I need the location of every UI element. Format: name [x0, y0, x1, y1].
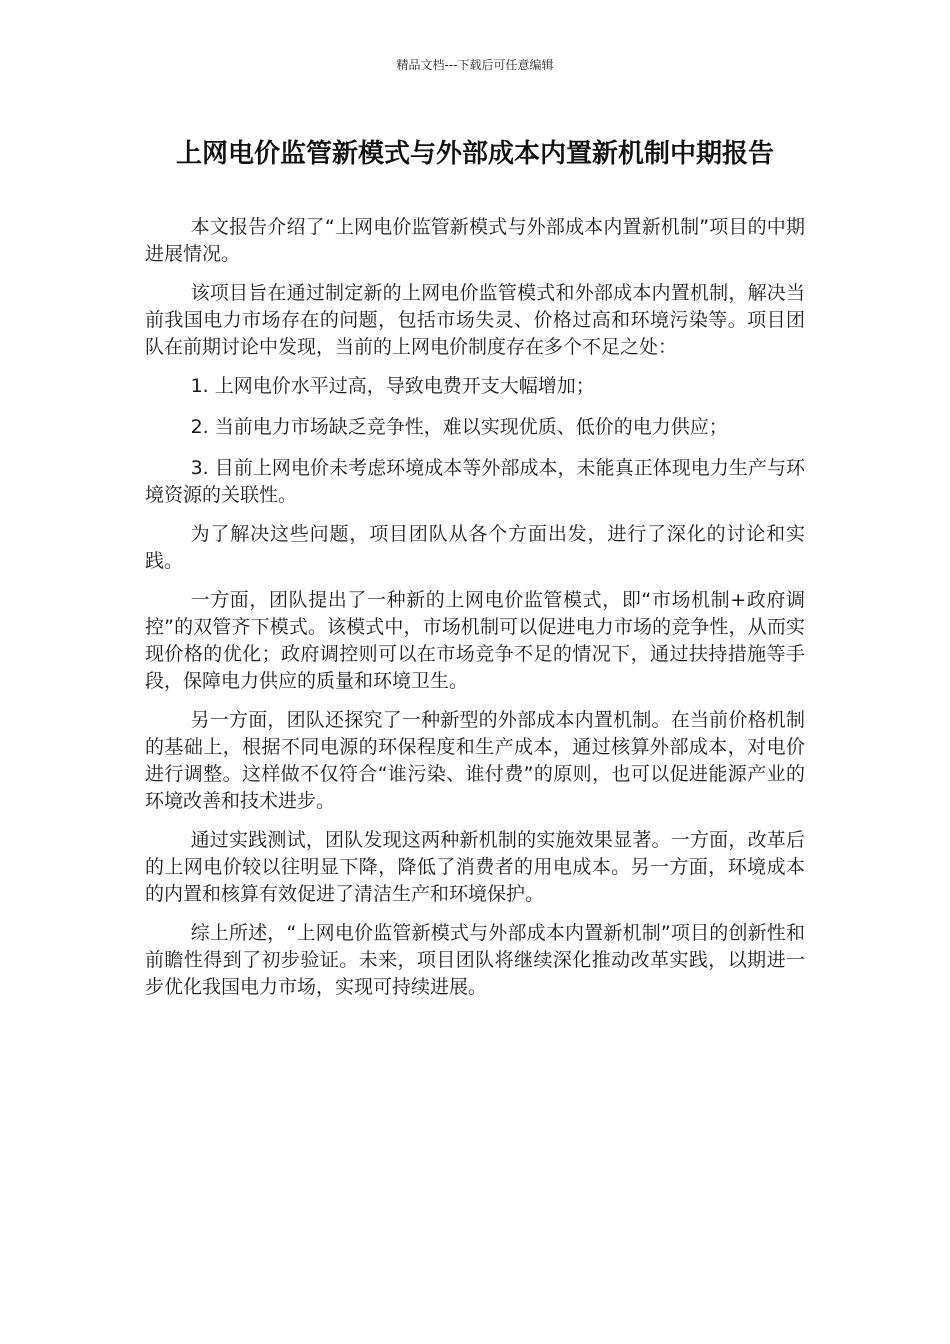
paragraph-conclusion: 综上所述，“上网电价监管新模式与外部成本内置新机制”项目的创新性和前瞻性得到了初步验证。未来，项目团队将继续深化推动改革实践，以期进一步优化我国电力市场，实现可持续进展。 [145, 922, 805, 998]
list-item-3: 3. 目前上网电价未考虑环境成本等外部成本，未能真正体现电力生产与环境资源的关联性。 [145, 457, 805, 506]
list-item-2: 2. 当前电力市场缺乏竞争性，难以实现优质、低价的电力供应； [190, 416, 728, 438]
paragraph-approach: 为了解决这些问题，项目团队从各个方面出发，进行了深化的讨论和实践。 [145, 523, 805, 572]
document-title: 上网电价监管新模式与外部成本内置新机制中期报告 [175, 139, 774, 169]
paragraph-intro: 本文报告介绍了“上网电价监管新模式与外部成本内置新机制”项目的中期进展情况。 [145, 216, 805, 265]
paragraph-purpose: 该项目旨在通过制定新的上网电价监管模式和外部成本内置机制，解决当前我国电力市场存在的问题，包括市场失灵、价格过高和环境污染等。项目团队在前期讨论中发现，当前的上网电价制度存在多个不足之处： [145, 282, 805, 358]
header-note: 精品文档---下载后可任意编辑 [396, 58, 554, 72]
list-item-1: 1. 上网电价水平过高，导致电费开支大幅增加； [190, 375, 595, 397]
paragraph-pricing-model: 一方面，团队提出了一种新的上网电价监管模式，即“市场机制+政府调控”的双管齐下模式。该模式中，市场机制可以促进电力市场的竞争性，从而实现价格的优化；政府调控则可以在市场竞争不足的情况下，通过扶持措施等手段，保障电力供应的质量和环境卫生。 [145, 589, 805, 692]
paragraph-results: 通过实践测试，团队发现这两种新机制的实施效果显著。一方面，改革后的上网电价较以往明显下降，降低了消费者的用电成本。另一方面，环境成本的内置和核算有效促进了清洁生产和环境保护。 [145, 829, 805, 905]
document-body [145, 214, 805, 1013]
paragraph-external-cost: 另一方面，团队还探究了一种新型的外部成本内置机制。在当前价格机制的基础上，根据不同电源的环保程度和生产成本，通过核算外部成本，对电价进行调整。这样做不仅符合“谁污染、谁付费”的原则，也可以促进能源产业的环境改善和技术进步。 [145, 709, 805, 812]
